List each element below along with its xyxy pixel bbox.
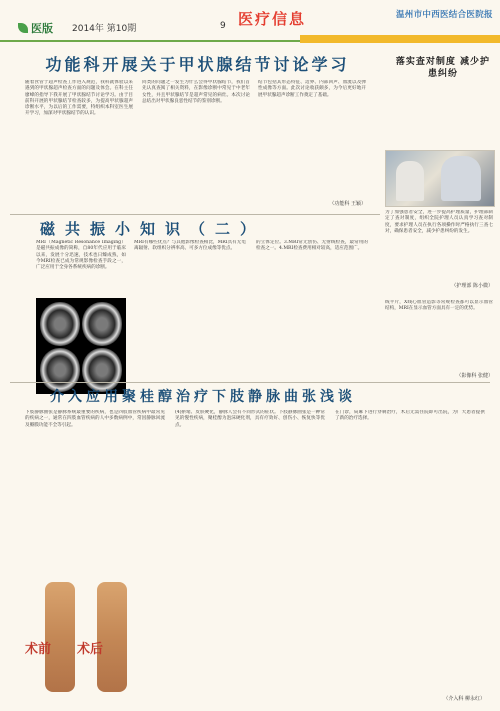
divider-2 xyxy=(10,382,490,383)
article3-title: 介入应用聚桂醇治疗下肢静脉曲张浅谈 xyxy=(50,389,356,405)
sidebar2-text: 线平片，X线心血管造影等常规检查都可以显示血管结构，MRI在显示血管方面具有一定的优势。 xyxy=(385,300,493,312)
leg-photo xyxy=(25,578,145,698)
article2-col1: MRI（Magnetic Resonance Imaging）是磁共振成像的简称，自80年代应用于临床以来，发展十分迅速，技术也日臻成熟，如今MRI检查已成为常规影像检查手段之一，广泛应用于全身各系统疾病的诊断。 xyxy=(36,240,126,271)
leaf-icon xyxy=(18,23,28,33)
column-title: 医疗信息 xyxy=(238,10,307,28)
article3-col2: (4)瘀堵、皮肤硬化，静脉人会有不同形式的症状。下肢静脉曲张是一种常见的慢性疾病，聚桂醇为泡沫硬化剂，具有疗效好、创伤小、恢复快等优点。 xyxy=(175,410,325,428)
article1-col1: 随着食管于超声检查工作进入规范，我科就体验以来遇到的甲状腺超声检查方面的问题及体会。在科主任廖峰的指导下我开展了甲状腺结节讨论学习。由于目前科开展的甲状腺结节检查较多，为提高甲状腺超声诊断水平，为以后的工作需要，特组织本科室医生展开学习，加深对甲状腺结节的认识。 xyxy=(25,80,133,117)
article1-author: （功能科 王颖） xyxy=(329,201,366,207)
article3-col1: 下肢静脉曲张是静脉系统最重要的疾病，也是四肢血管疾病中最常见的疾病之一，通常在四肢血管疾病的人中多数病例中，常因静脉回流及瓣膜功能不全等引起。 xyxy=(25,410,165,428)
section-label: 医版 xyxy=(18,20,53,36)
divider-1 xyxy=(10,214,380,215)
after-label: 术后 xyxy=(77,642,104,657)
article1-col2: 同类的问题之一发生为什么会得甲状腺结节，我们首先认真查阅了相关资料，在影像诊断中常见于中老年女性，并且甲状腺结节是超声常见的病灶。本次讨论总结出对甲状腺良恶性结节的鉴别诊断。 xyxy=(142,80,250,104)
article3-col3: 在门诊，局麻下进行穿刺治疗，术后无需住院即可出院，为广大患者提供了新的治疗选择。 xyxy=(335,410,485,422)
sidebar-text: 为了加强患者安全，进一步提高护理质量，护理部制定了查对制度，组织全院护理人员认真学习查对制度，要求护理人员在执行各项操作时严格执行三查七对，确保患者安全，减少护患纠纷的发生。 xyxy=(385,210,493,234)
page-number: 9 xyxy=(220,21,226,31)
sidebar-title: 落实查对制度 减少护患纠纷 xyxy=(395,57,491,79)
article3-author: （介入科 柳永红） xyxy=(443,696,485,702)
article2-col3: 的立体定位。3.MRI常无创伤、无射线检查，最常用的检查之一。4.MRI检查费用相对较高，适应范围广。 xyxy=(256,240,368,252)
article2-col2: MRI有哪些优点？与其他影像检查相比，MRI具有无电离辐射、软组织分辨率高、可多方位成像等优点。 xyxy=(134,240,246,252)
article1-col3: 结节包括其形态特征、边界、内部回声、血流以及弹性成像等方面。此次讨论收获颇多，为今后更好地开展甲状腺超声诊断工作奠定了基础。 xyxy=(258,80,366,98)
paper-name: 温州市中西医结合医院报 xyxy=(396,10,493,20)
leg-before xyxy=(45,582,75,692)
page-header xyxy=(0,0,500,50)
before-label: 术前 xyxy=(25,642,52,657)
sidebar2-author: （影像科 张健） xyxy=(456,373,493,379)
article1-title: 功能科开展关于甲状腺结节讨论学习 xyxy=(45,55,350,74)
header-accent-bar xyxy=(300,35,500,43)
mri-image xyxy=(36,298,126,394)
article2-title: 磁共振小知识（二） xyxy=(40,220,266,238)
issue-label: 2014年 第10期 xyxy=(72,24,137,34)
mri-scan-2 xyxy=(82,302,122,346)
mri-scan-1 xyxy=(40,302,80,346)
sidebar-author: （护理部 陈小微） xyxy=(451,283,493,289)
nurse-photo xyxy=(385,150,495,207)
leg-after xyxy=(97,582,127,692)
